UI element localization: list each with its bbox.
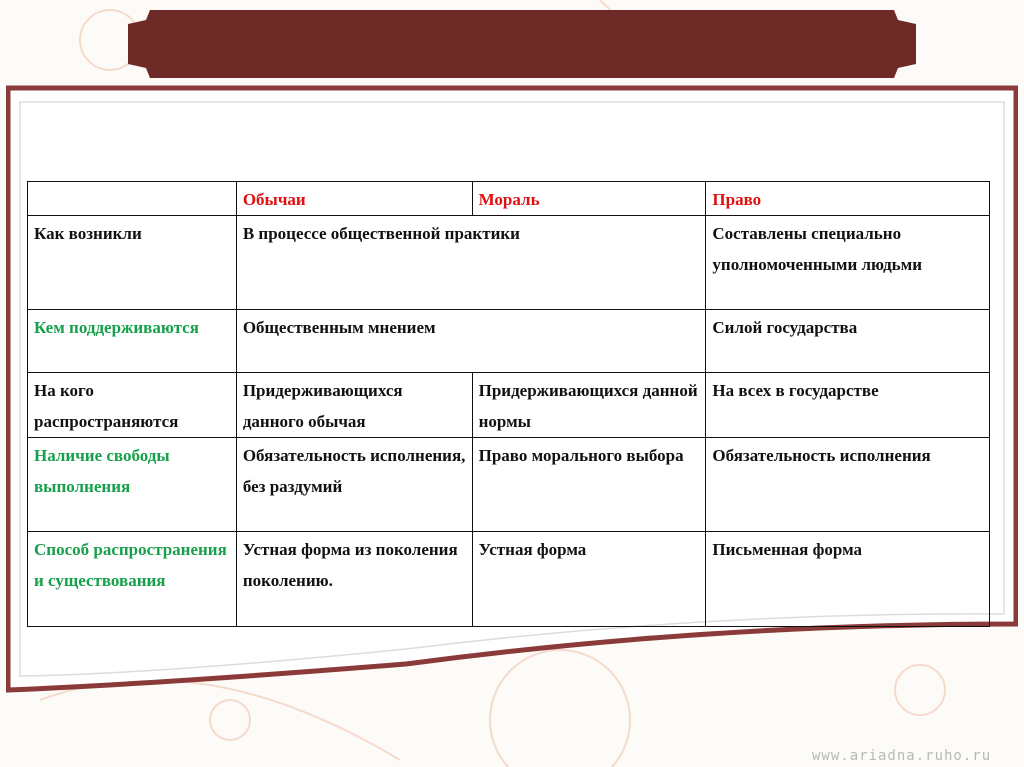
table-row bbox=[28, 532, 990, 627]
comparison-table bbox=[27, 181, 990, 627]
table-cell: Силой государства bbox=[706, 310, 990, 373]
watermark: www.ariadna.ruho.ru bbox=[812, 748, 992, 764]
table-cell: Придерживающихся данной нормы bbox=[472, 373, 706, 438]
table-row bbox=[28, 438, 990, 532]
table-cell: Придерживающихся данного обычая bbox=[236, 373, 472, 438]
table-cell: Общественным мнением bbox=[236, 310, 706, 373]
header-customs: Обычаи bbox=[236, 182, 472, 216]
row-label: Кем поддерживаются bbox=[28, 310, 237, 373]
table-row bbox=[28, 373, 990, 438]
table-cell: Письменная форма bbox=[706, 532, 990, 627]
row-label: На кого распространяются bbox=[28, 373, 237, 438]
header-morality: Мораль bbox=[472, 182, 706, 216]
header-law: Право bbox=[706, 182, 990, 216]
table-cell: Обязательность исполнения, без раздумий bbox=[236, 438, 472, 532]
table-cell: Устная форма из поколения поколению. bbox=[236, 532, 472, 627]
header-empty bbox=[28, 182, 237, 216]
table-cell: Устная форма bbox=[472, 532, 706, 627]
table-cell: Составлены специально уполномоченными людьми bbox=[706, 216, 990, 310]
row-label: Наличие свободы выполнения bbox=[28, 438, 237, 532]
table-row bbox=[28, 310, 990, 373]
table-cell: На всех в государстве bbox=[706, 373, 990, 438]
table-row bbox=[28, 216, 990, 310]
row-label: Как возникли bbox=[28, 216, 237, 310]
table-cell: Обязательность исполнения bbox=[706, 438, 990, 532]
table-cell: В процессе общественной практики bbox=[236, 216, 706, 310]
title-plaque bbox=[128, 10, 916, 78]
table-header-row bbox=[28, 182, 990, 216]
table-cell: Право морального выбора bbox=[472, 438, 706, 532]
row-label: Способ распространения и существования bbox=[28, 532, 237, 627]
